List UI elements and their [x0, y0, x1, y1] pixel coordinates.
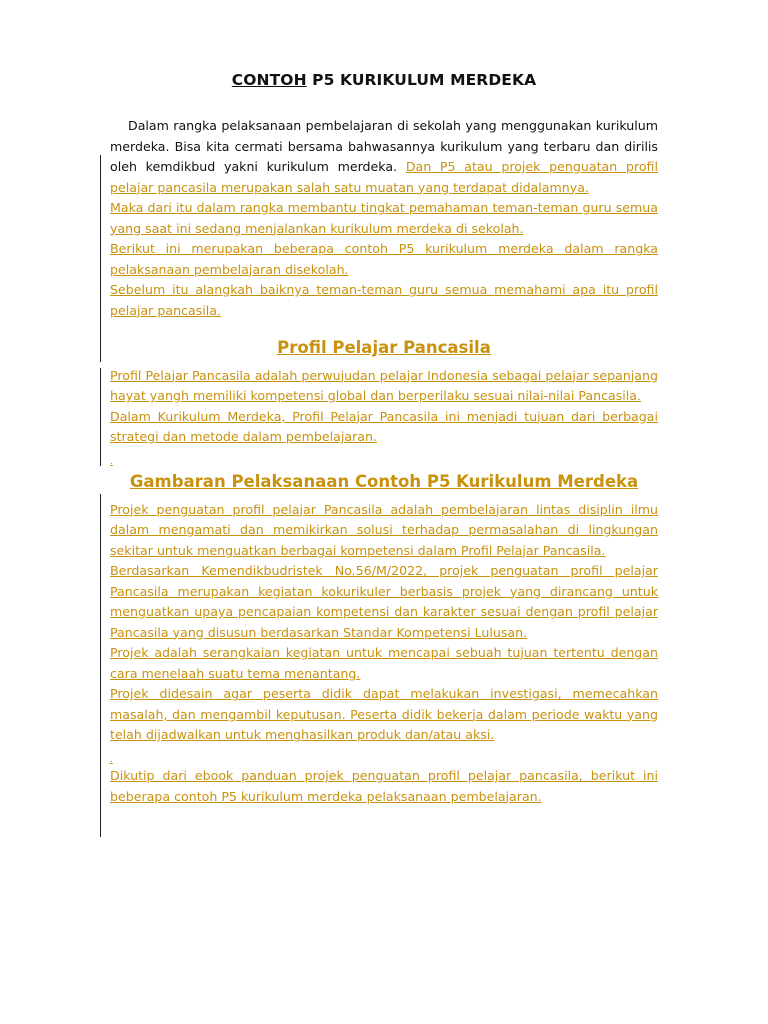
revision-change-bar	[100, 494, 101, 837]
title-underlined-word: CONTOH	[231, 71, 307, 89]
profil-paragraph-1: Profil Pelajar Pancasila adalah perwujudan pelajar Indonesia sebagai pelajar sepanjang hayat yangh memiliki kompetensi global dan berperilaku sesuai nilai-nilai Pancasila.	[110, 367, 658, 403]
document-body	[110, 116, 658, 807]
document-title	[0, 71, 768, 89]
profil-paragraph-2: Dalam Kurikulum Merdeka, Profil Pelajar Pancasila ini menjadi tujuan dari berbagai strategi dan metode dalam pembelajaran.	[110, 408, 658, 444]
section-heading-profil: Profil Pelajar Pancasila	[277, 338, 491, 357]
empty-paragraph-marker: .	[110, 456, 113, 467]
revision-change-bar	[100, 368, 101, 466]
gambaran-paragraph-3: Projek adalah serangkaian kegiatan untuk mencapai sebuah tujuan tertentu dengan cara menelaah suatu tema menantang.	[110, 645, 658, 681]
empty-paragraph-marker: .	[110, 754, 113, 765]
closing-paragraph: Dikutip dari ebook panduan projek penguatan profil pelajar pancasila, berikut ini beberapa contoh P5 kurikulum merdeka pelaksanaan pembelajaran.	[110, 768, 658, 804]
intro-paragraph-3: Berikut ini merupakan beberapa contoh P5 kurikulum merdeka dalam rangka pelaksanaan pembelajaran disekolah.	[110, 241, 658, 277]
title-rest: P5 KURIKULUM MERDEKA	[306, 71, 537, 89]
gambaran-paragraph-2: Berdasarkan Kemendikbudristek No.56/M/2022, projek penguatan profil pelajar Pancasila merupakan kegiatan kokurikuler berbasis projek yang dirancang untuk menguatkan upaya pencapaian kompetensi dan karakter sesuai dengan profil pelajar Pancasila yang disusun berdasarkan Standar Kompetensi Lulusan.	[110, 563, 658, 640]
section-heading-gambaran: Gambaran Pelaksanaan Contoh P5 Kurikulum Merdeka	[129, 472, 639, 491]
intro-inserted-text: Dan P5 atau projek penguatan profil pelajar pancasila merupakan salah satu muatan yang terdapat didalamnya.	[110, 159, 658, 195]
revision-change-bar	[100, 155, 101, 362]
intro-text: Dalam rangka pelaksanaan pembelajaran di sekolah yang menggunakan kurikulum merdeka. Bisa kita cermati bersama bahwasannya kurikulum yang terbaru dan dirilis oleh kemdikbud yakni kurikulum merdeka.	[110, 118, 658, 174]
intro-paragraph	[110, 116, 658, 198]
gambaran-paragraph-1: Projek penguatan profil pelajar Pancasila adalah pembelajaran lintas disiplin ilmu dalam mengamati dan memikirkan solusi terhadap permasalahan di lingkungan sekitar untuk menguatkan berbagai kompetensi dalam Profil Pelajar Pancasila.	[110, 501, 658, 558]
gambaran-paragraph-4: Projek didesain agar peserta didik dapat melakukan investigasi, memecahkan masalah, dan mengambil keputusan. Peserta didik bekerja dalam periode waktu yang telah dijadwalkan untuk menghasilkan produk dan/atau aksi.	[110, 686, 658, 742]
intro-paragraph-2: Maka dari itu dalam rangka membantu tingkat pemahaman teman-teman guru semua yang saat ini sedang menjalankan kurikulum merdeka di sekolah.	[110, 200, 658, 236]
intro-paragraph-4: Sebelum itu alangkah baiknya teman-teman guru semua memahami apa itu profil pelajar pancasila.	[110, 282, 658, 318]
